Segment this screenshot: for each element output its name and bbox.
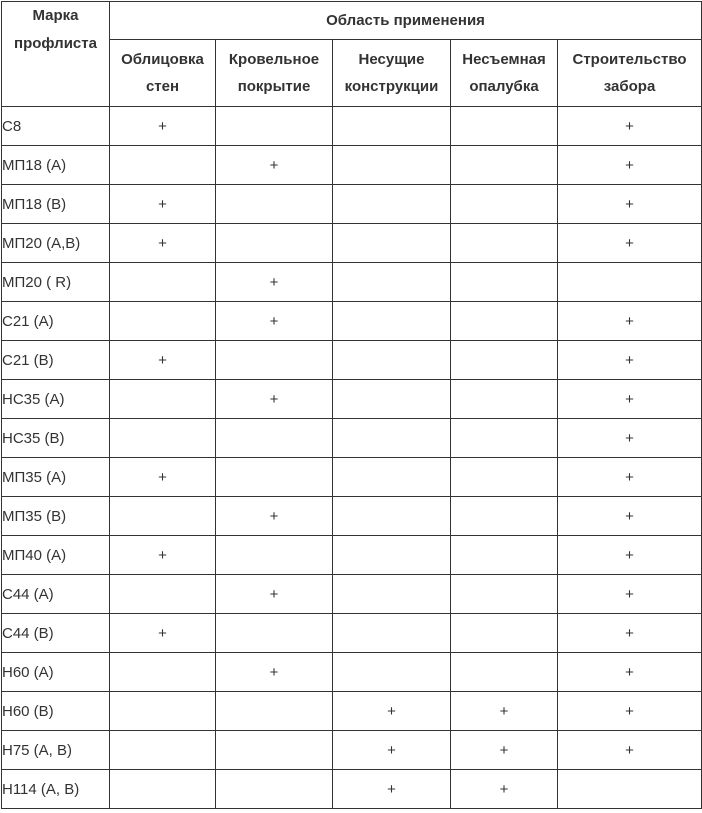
application-mark-cell: + bbox=[451, 731, 558, 770]
application-mark-cell bbox=[216, 692, 333, 731]
application-mark-cell bbox=[333, 653, 451, 692]
application-mark-cell: + bbox=[558, 653, 702, 692]
application-mark-cell bbox=[333, 575, 451, 614]
application-mark-cell bbox=[451, 614, 558, 653]
profile-application-table bbox=[1, 1, 702, 809]
application-mark-cell bbox=[110, 692, 216, 731]
brand-cell: С8 bbox=[2, 107, 110, 146]
header-column: Строительство забора bbox=[558, 40, 702, 107]
header-row-groups bbox=[2, 2, 702, 40]
application-mark-cell bbox=[110, 770, 216, 809]
brand-cell: МП20 ( R) bbox=[2, 263, 110, 302]
table-row bbox=[2, 770, 702, 809]
application-mark-cell: + bbox=[110, 458, 216, 497]
application-mark-cell bbox=[558, 770, 702, 809]
application-mark-cell bbox=[216, 185, 333, 224]
application-mark-cell: + bbox=[558, 419, 702, 458]
header-column: Облицовка стен bbox=[110, 40, 216, 107]
application-mark-cell bbox=[451, 224, 558, 263]
application-mark-cell bbox=[333, 146, 451, 185]
brand-cell: НС35 (А) bbox=[2, 380, 110, 419]
application-mark-cell: + bbox=[558, 185, 702, 224]
application-mark-cell bbox=[110, 575, 216, 614]
application-mark-cell bbox=[451, 653, 558, 692]
header-column: Кровельное покрытие bbox=[216, 40, 333, 107]
application-mark-cell bbox=[451, 107, 558, 146]
application-mark-cell bbox=[110, 419, 216, 458]
table-row bbox=[2, 224, 702, 263]
table-row bbox=[2, 263, 702, 302]
application-mark-cell bbox=[333, 614, 451, 653]
application-mark-cell: + bbox=[558, 146, 702, 185]
application-mark-cell bbox=[110, 731, 216, 770]
application-mark-cell bbox=[216, 731, 333, 770]
application-mark-cell: + bbox=[110, 536, 216, 575]
application-mark-cell: + bbox=[558, 302, 702, 341]
application-mark-cell: + bbox=[216, 497, 333, 536]
application-mark-cell bbox=[451, 185, 558, 224]
table-header bbox=[2, 2, 702, 107]
application-mark-cell bbox=[333, 224, 451, 263]
application-mark-cell bbox=[216, 770, 333, 809]
application-mark-cell: + bbox=[110, 107, 216, 146]
application-mark-cell: + bbox=[216, 380, 333, 419]
brand-cell: С21 (В) bbox=[2, 341, 110, 380]
application-mark-cell bbox=[333, 263, 451, 302]
table-row bbox=[2, 341, 702, 380]
application-mark-cell bbox=[110, 380, 216, 419]
table-row bbox=[2, 731, 702, 770]
application-mark-cell bbox=[333, 419, 451, 458]
application-mark-cell: + bbox=[333, 731, 451, 770]
application-mark-cell: + bbox=[558, 458, 702, 497]
application-mark-cell bbox=[451, 380, 558, 419]
table-row bbox=[2, 146, 702, 185]
application-mark-cell bbox=[451, 302, 558, 341]
application-mark-cell: + bbox=[333, 692, 451, 731]
application-mark-cell: + bbox=[110, 185, 216, 224]
application-mark-cell bbox=[333, 185, 451, 224]
table-row bbox=[2, 575, 702, 614]
application-mark-cell bbox=[558, 263, 702, 302]
brand-cell: С21 (А) bbox=[2, 302, 110, 341]
application-mark-cell bbox=[333, 107, 451, 146]
header-column: Несущие конструкции bbox=[333, 40, 451, 107]
application-mark-cell bbox=[110, 497, 216, 536]
application-mark-cell bbox=[216, 341, 333, 380]
table-body bbox=[2, 107, 702, 809]
application-mark-cell bbox=[451, 575, 558, 614]
brand-cell: МП18 (В) bbox=[2, 185, 110, 224]
brand-cell: МП35 (А) bbox=[2, 458, 110, 497]
application-mark-cell: + bbox=[558, 692, 702, 731]
application-mark-cell: + bbox=[216, 575, 333, 614]
header-column: Несъемная опалубка bbox=[451, 40, 558, 107]
application-mark-cell bbox=[110, 302, 216, 341]
table-row bbox=[2, 185, 702, 224]
brand-cell: Н75 (А, В) bbox=[2, 731, 110, 770]
application-mark-cell: + bbox=[451, 692, 558, 731]
application-mark-cell bbox=[216, 458, 333, 497]
application-mark-cell: + bbox=[333, 770, 451, 809]
brand-cell: МП40 (А) bbox=[2, 536, 110, 575]
application-mark-cell: + bbox=[216, 146, 333, 185]
application-mark-cell: + bbox=[558, 614, 702, 653]
application-mark-cell bbox=[451, 536, 558, 575]
table-row bbox=[2, 380, 702, 419]
application-mark-cell: + bbox=[110, 341, 216, 380]
brand-cell: Н114 (А, В) bbox=[2, 770, 110, 809]
application-mark-cell: + bbox=[216, 302, 333, 341]
application-mark-cell bbox=[333, 458, 451, 497]
table-row bbox=[2, 614, 702, 653]
application-mark-cell: + bbox=[558, 107, 702, 146]
table-row bbox=[2, 692, 702, 731]
application-mark-cell: + bbox=[110, 614, 216, 653]
application-mark-cell: + bbox=[558, 575, 702, 614]
application-mark-cell bbox=[333, 302, 451, 341]
application-mark-cell bbox=[216, 536, 333, 575]
brand-cell: МП18 (А) bbox=[2, 146, 110, 185]
application-mark-cell bbox=[110, 263, 216, 302]
header-application-area: Область применения bbox=[110, 2, 702, 40]
application-mark-cell: + bbox=[558, 380, 702, 419]
application-mark-cell bbox=[451, 497, 558, 536]
application-mark-cell bbox=[451, 341, 558, 380]
table-row bbox=[2, 458, 702, 497]
application-mark-cell bbox=[333, 380, 451, 419]
application-mark-cell bbox=[110, 146, 216, 185]
brand-cell: НС35 (В) bbox=[2, 419, 110, 458]
application-mark-cell bbox=[333, 341, 451, 380]
application-mark-cell bbox=[451, 146, 558, 185]
application-mark-cell bbox=[451, 263, 558, 302]
application-mark-cell: + bbox=[558, 731, 702, 770]
application-mark-cell: + bbox=[451, 770, 558, 809]
table-row bbox=[2, 497, 702, 536]
application-mark-cell: + bbox=[110, 224, 216, 263]
application-mark-cell bbox=[216, 224, 333, 263]
application-mark-cell bbox=[333, 497, 451, 536]
application-mark-cell bbox=[216, 419, 333, 458]
application-mark-cell bbox=[110, 653, 216, 692]
application-mark-cell: + bbox=[558, 224, 702, 263]
table-row bbox=[2, 302, 702, 341]
application-mark-cell bbox=[216, 614, 333, 653]
application-mark-cell: + bbox=[558, 536, 702, 575]
table-row bbox=[2, 107, 702, 146]
application-mark-cell bbox=[451, 458, 558, 497]
application-mark-cell bbox=[333, 536, 451, 575]
table-row bbox=[2, 419, 702, 458]
application-mark-cell: + bbox=[558, 341, 702, 380]
table-row bbox=[2, 653, 702, 692]
brand-cell: С44 (В) bbox=[2, 614, 110, 653]
application-mark-cell bbox=[216, 107, 333, 146]
application-mark-cell: + bbox=[558, 497, 702, 536]
application-mark-cell: + bbox=[216, 653, 333, 692]
brand-cell: МП35 (В) bbox=[2, 497, 110, 536]
brand-cell: Н60 (А) bbox=[2, 653, 110, 692]
header-brand: Марка профлиста bbox=[2, 2, 110, 107]
application-mark-cell bbox=[451, 419, 558, 458]
brand-cell: МП20 (А,В) bbox=[2, 224, 110, 263]
table-row bbox=[2, 536, 702, 575]
brand-cell: С44 (А) bbox=[2, 575, 110, 614]
application-mark-cell: + bbox=[216, 263, 333, 302]
brand-cell: Н60 (В) bbox=[2, 692, 110, 731]
